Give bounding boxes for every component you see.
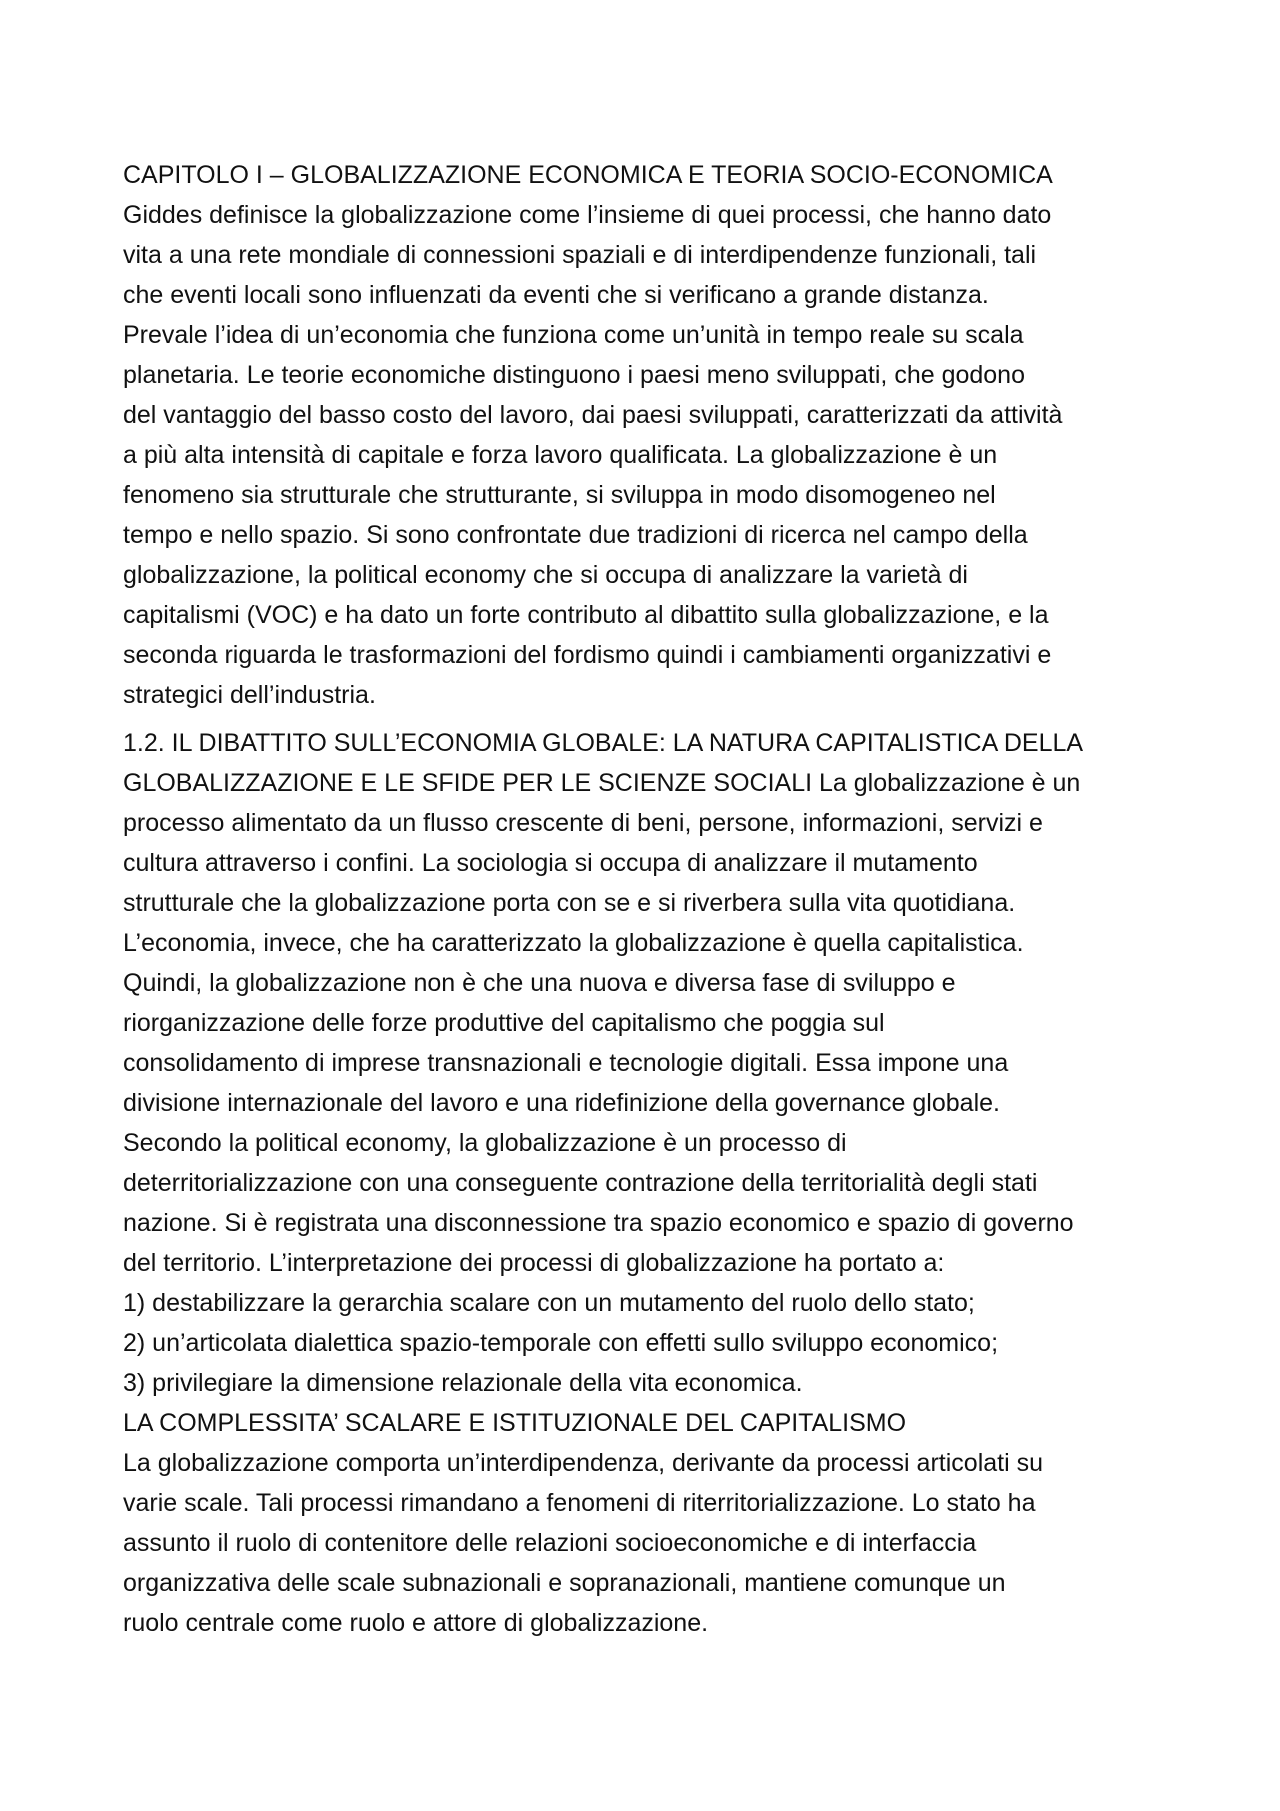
text-line: organizzativa delle scale subnazionali e sopranazionali, mantiene comunque un (123, 1569, 1006, 1597)
paragraph-spacer (123, 715, 1163, 723)
list-item: 2) un’articolata dialettica spazio-temporale con effetti sullo sviluppo economico; (123, 1329, 999, 1357)
text-line: divisione internazionale del lavoro e una ridefinizione della governance globale. (123, 1089, 1000, 1117)
text-line: consolidamento di imprese transnazionali e tecnologie digitali. Essa impone una (123, 1049, 1009, 1077)
text-line: capitalismi (VOC) e ha dato un forte contributo al dibattito sulla globalizzazione, e la (123, 601, 1049, 629)
text-line: Prevale l’idea di un’economia che funziona come un’unità in tempo reale su scala (123, 321, 1024, 349)
paragraph-section-1-2 (123, 723, 1163, 1643)
text-line: La globalizzazione comporta un’interdipendenza, derivante da processi articolati su (123, 1449, 1043, 1477)
section-heading: 1.2. IL DIBATTITO SULL’ECONOMIA GLOBALE: LA NATURA CAPITALISTICA DELLA (123, 729, 1084, 757)
text-line: a più alta intensità di capitale e forza lavoro qualificata. La globalizzazione è un (123, 441, 998, 469)
text-line: assunto il ruolo di contenitore delle relazioni socioeconomiche e di interfaccia (123, 1529, 977, 1557)
text-line: deterritorializzazione con una conseguente contrazione della territorialità degli stati (123, 1169, 1038, 1197)
text-line: strategici dell’industria. (123, 681, 376, 709)
document-body (123, 155, 1163, 1643)
text-line: planetaria. Le teorie economiche distinguono i paesi meno sviluppati, che godono (123, 361, 1025, 389)
text-line: Quindi, la globalizzazione non è che una nuova e diversa fase di sviluppo e (123, 969, 956, 997)
text-line: nazione. Si è registrata una disconnessione tra spazio economico e spazio di governo (123, 1209, 1074, 1237)
text-line: riorganizzazione delle forze produttive del capitalismo che poggia sul (123, 1009, 885, 1037)
text-line: che eventi locali sono influenzati da eventi che si verificano a grande distanza. (123, 281, 989, 309)
chapter-heading: CAPITOLO I – GLOBALIZZAZIONE ECONOMICA E TEORIA SOCIO-ECONOMICA (123, 161, 1053, 189)
text-line: ruolo centrale come ruolo e attore di globalizzazione. (123, 1609, 709, 1637)
text-line: cultura attraverso i confini. La sociologia si occupa di analizzare il mutamento (123, 849, 978, 877)
text-line: tempo e nello spazio. Si sono confrontate due tradizioni di ricerca nel campo della (123, 521, 1028, 549)
text-line: del vantaggio del basso costo del lavoro, dai paesi sviluppati, caratterizzati da attività (123, 401, 1063, 429)
text-line: L’economia, invece, che ha caratterizzato la globalizzazione è quella capitalistica. (123, 929, 1024, 957)
text-line: processo alimentato da un flusso crescente di beni, persone, informazioni, servizi e (123, 809, 1043, 837)
text-line: fenomeno sia strutturale che strutturante, si sviluppa in modo disomogeneo nel (123, 481, 996, 509)
paragraph-chapter-intro (123, 155, 1163, 715)
text-line: Giddes definisce la globalizzazione come l’insieme di quei processi, che hanno dato (123, 201, 1052, 229)
text-line: globalizzazione, la political economy che si occupa di analizzare la varietà di (123, 561, 968, 589)
list-item: 3) privilegiare la dimensione relazionale della vita economica. (123, 1369, 803, 1397)
text-line: del territorio. L’interpretazione dei processi di globalizzazione ha portato a: (123, 1249, 945, 1277)
subsection-heading: LA COMPLESSITA’ SCALARE E ISTITUZIONALE DEL CAPITALISMO (123, 1409, 907, 1437)
text-line: GLOBALIZZAZIONE E LE SFIDE PER LE SCIENZE SOCIALI La globalizzazione è un (123, 769, 1081, 797)
text-line: varie scale. Tali processi rimandano a fenomeni di riterritorializzazione. Lo stato ha (123, 1489, 1036, 1517)
text-line: strutturale che la globalizzazione porta con se e si riverbera sulla vita quotidiana. (123, 889, 1016, 917)
text-line: Secondo la political economy, la globalizzazione è un processo di (123, 1129, 847, 1157)
text-line: vita a una rete mondiale di connessioni spaziali e di interdipendenze funzionali, tali (123, 241, 1037, 269)
text-line: seconda riguarda le trasformazioni del fordismo quindi i cambiamenti organizzativi e (123, 641, 1052, 669)
list-item: 1) destabilizzare la gerarchia scalare con un mutamento del ruolo dello stato; (123, 1289, 975, 1317)
